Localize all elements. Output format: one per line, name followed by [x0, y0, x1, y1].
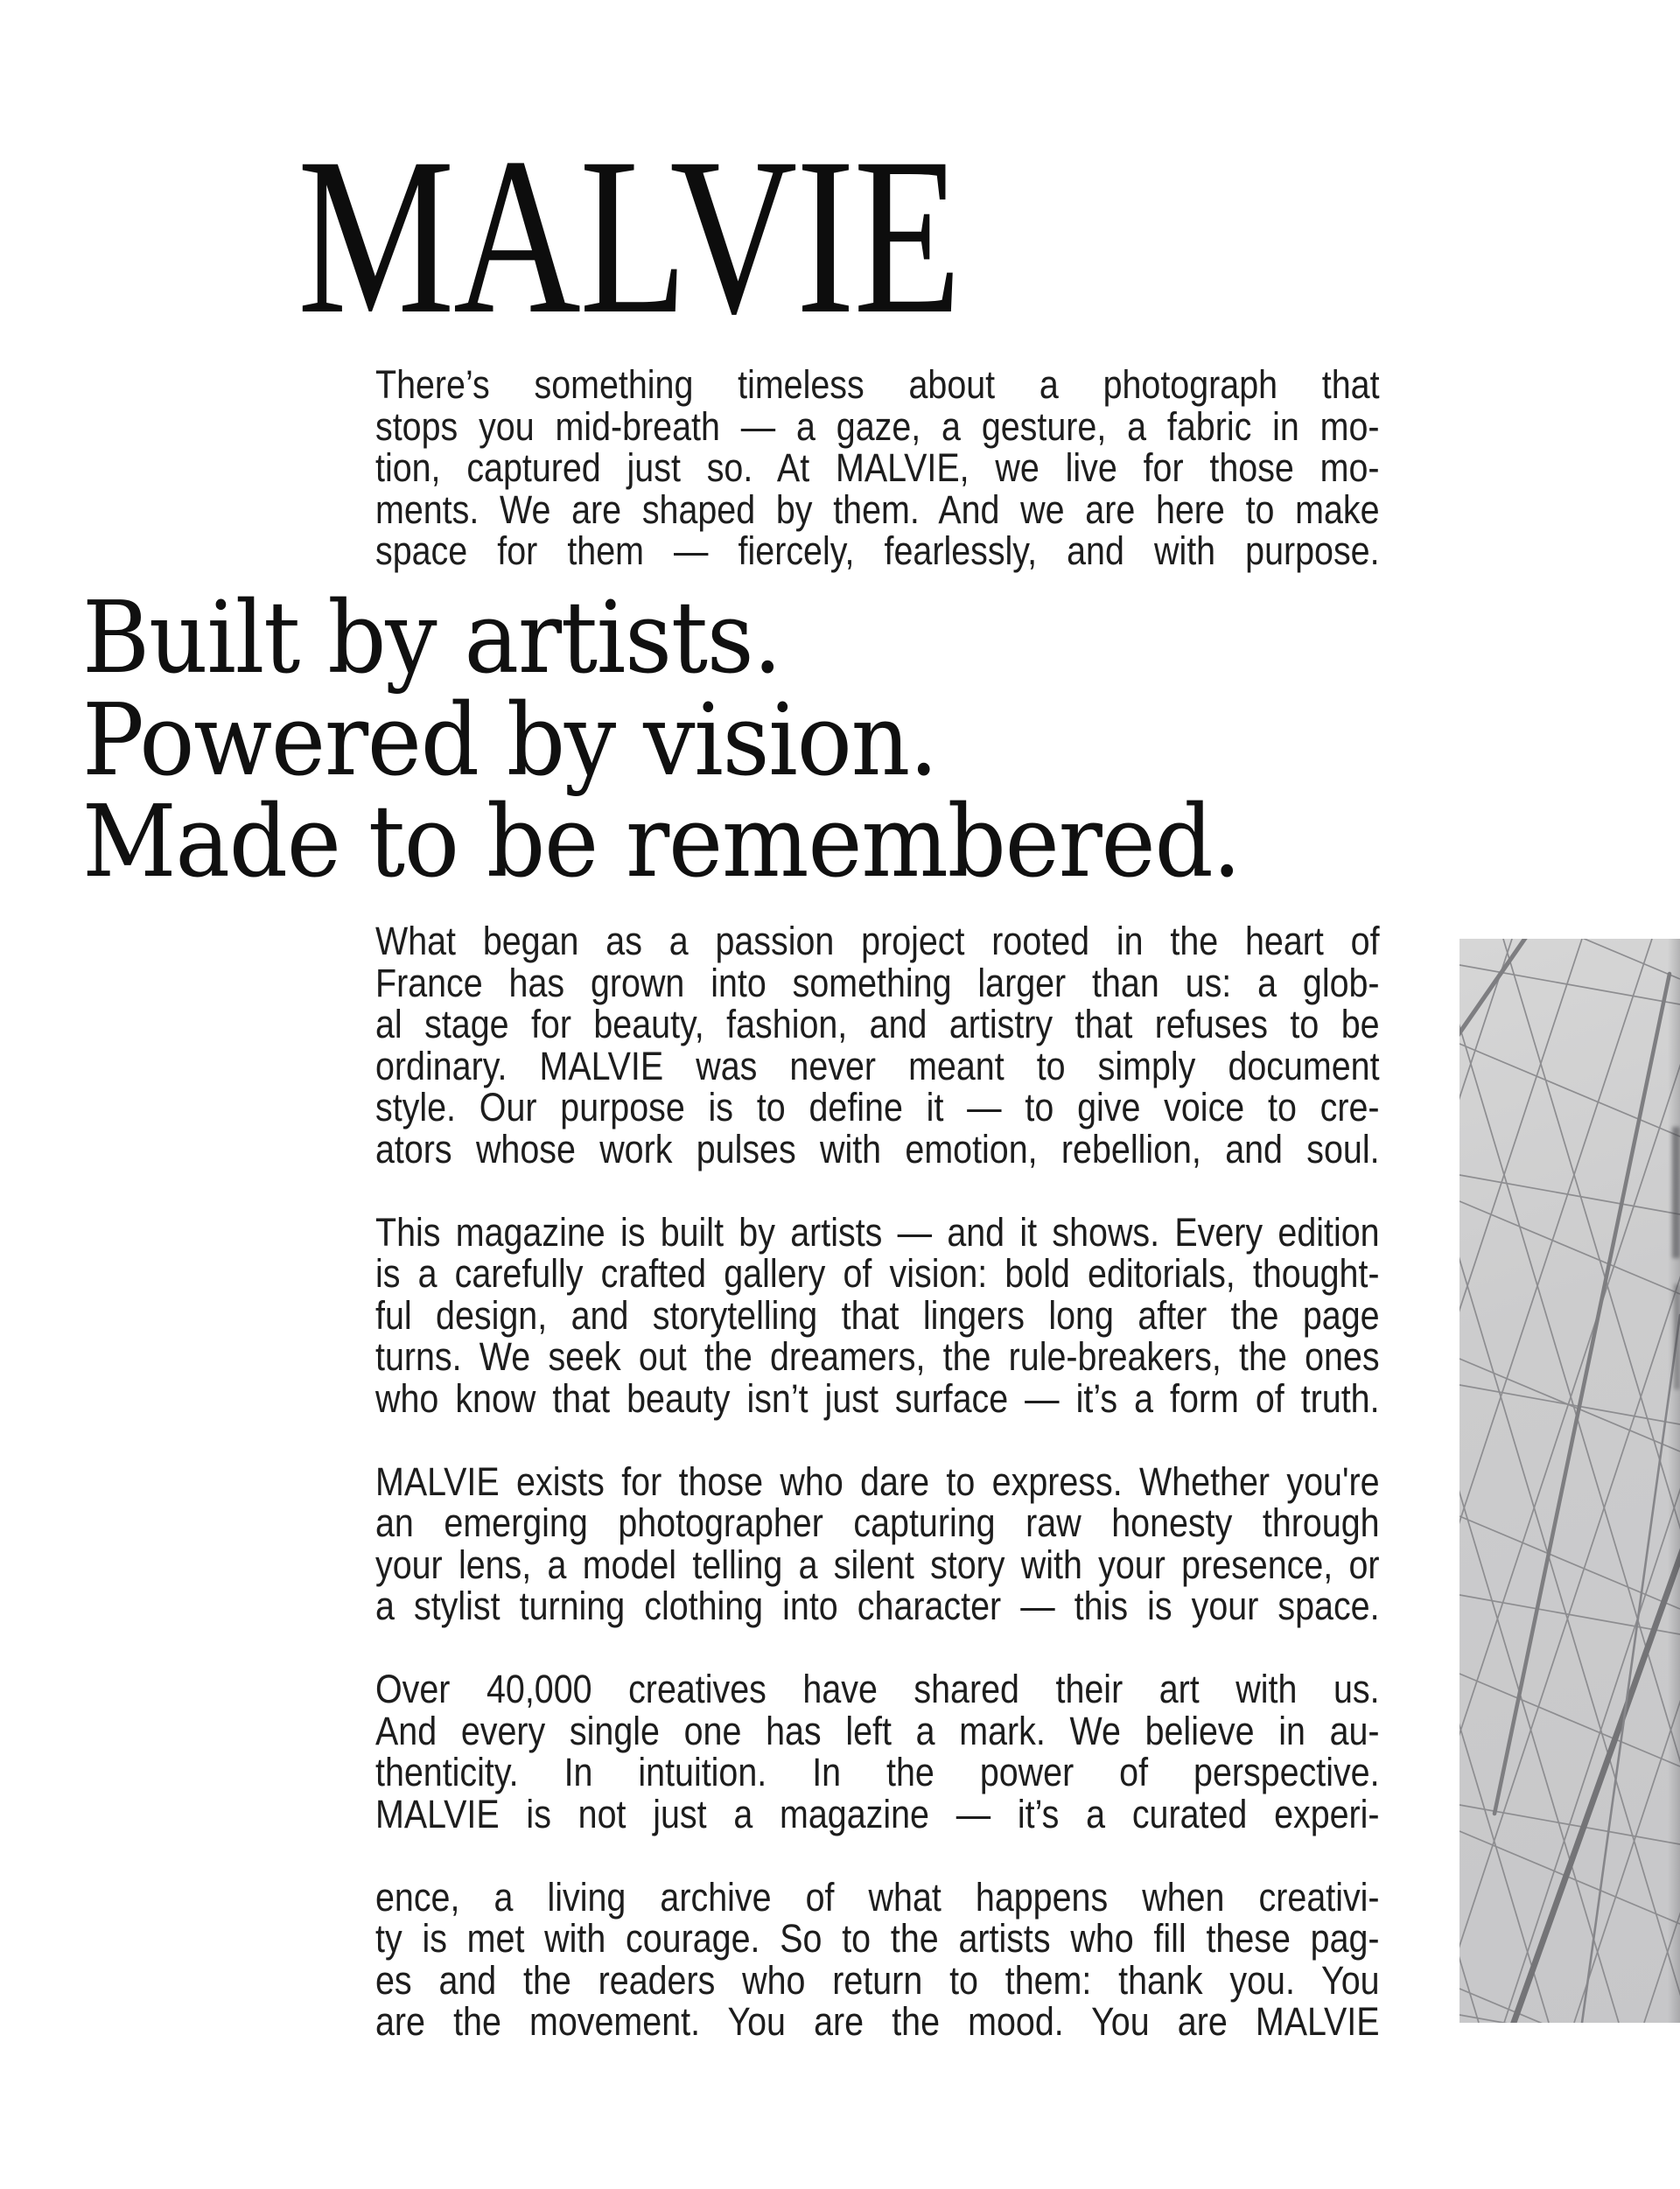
text-line: who know that beauty isn’t just surface — it’s a form of truth. — [375, 1375, 1380, 1421]
text-line: MALVIE exists for those who dare to express. Whether you're — [375, 1458, 1380, 1504]
text-line: ments. We are shaped by them. And we are here to make — [375, 486, 1380, 532]
body-paragraph — [375, 920, 1522, 1170]
photo-edge-shade — [1668, 939, 1680, 2023]
text-line: is a carefully crafted gallery of vision: bold editorials, thought- — [375, 1251, 1380, 1296]
text-line: This magazine is built by artists — and it shows. Every edition — [375, 1209, 1380, 1255]
masthead-wordmark: MALVIE — [298, 111, 961, 360]
text-line: are the movement. You are the mood. You are MALVIE — [375, 1999, 1380, 2044]
body-paragraph — [375, 1668, 1522, 1835]
text-line: ful design, and storytelling that lingers long after the page — [375, 1292, 1380, 1338]
text-line: Over 40,000 creatives have shared their art with us. — [375, 1667, 1380, 1711]
page-headline — [82, 580, 1327, 899]
text-line: al stage for beauty, fashion, and artistry that refuses to be — [375, 1002, 1380, 1046]
text-line: stops you mid-breath — a gaze, a gesture, a fabric in mo- — [375, 403, 1380, 449]
text-line: ence, a living archive of what happens when creativi- — [375, 1874, 1380, 1920]
text-line: style. Our purpose is to define it — to give voice to cre- — [375, 1085, 1380, 1129]
text-line: Made to be remembered. — [82, 784, 1241, 899]
text-line: tion, captured just so. At MALVIE, we live for those mo- — [375, 445, 1380, 490]
text-line: Powered by vision. — [82, 682, 938, 798]
text-line: es and the readers who return to them: thank you. You — [375, 1957, 1380, 2003]
text-line: And every single one has left a mark. We believe in au- — [375, 1708, 1380, 1753]
text-line: Built by artists. — [82, 580, 781, 696]
intro-paragraph — [375, 364, 1522, 572]
text-line: thenticity. In intuition. In the power of perspective. — [375, 1750, 1380, 1794]
text-line: a stylist turning clothing into character — this is your space. — [375, 1584, 1380, 1628]
text-line: ordinary. MALVIE was never meant to simply document — [375, 1043, 1380, 1088]
text-line: your lens, a model telling a silent story with your presence, or — [375, 1542, 1380, 1587]
text-line: ators whose work pulses with emotion, rebellion, and soul. — [375, 1126, 1380, 1171]
text-line: ty is met with courage. So to the artists who fill these pag- — [375, 1916, 1380, 1961]
body-copy — [375, 920, 1522, 2043]
body-paragraph — [375, 1458, 1522, 1628]
text-line: There’s something timeless about a photograph that — [375, 362, 1380, 407]
text-line: What began as a passion project rooted in the heart of — [375, 919, 1380, 963]
text-line: an emerging photographer capturing raw honesty through — [375, 1500, 1380, 1545]
text-line: France has grown into something larger than us: a glob- — [375, 960, 1380, 1005]
diagonal-lines-graphic — [1460, 939, 1680, 2023]
magazine-masthead — [298, 111, 1140, 360]
body-paragraph — [375, 1209, 1522, 1421]
text-line: MALVIE is not just a magazine — it’s a curated experi- — [375, 1791, 1380, 1836]
diagonal-lines-photo — [1460, 939, 1680, 2023]
text-line: space for them — fiercely, fearlessly, and with purpose. — [375, 528, 1380, 573]
headline-lines — [82, 580, 1241, 899]
text-line: turns. We seek out the dreamers, the rule-breakers, the ones — [375, 1334, 1380, 1379]
body-paragraph — [375, 1874, 1522, 2044]
